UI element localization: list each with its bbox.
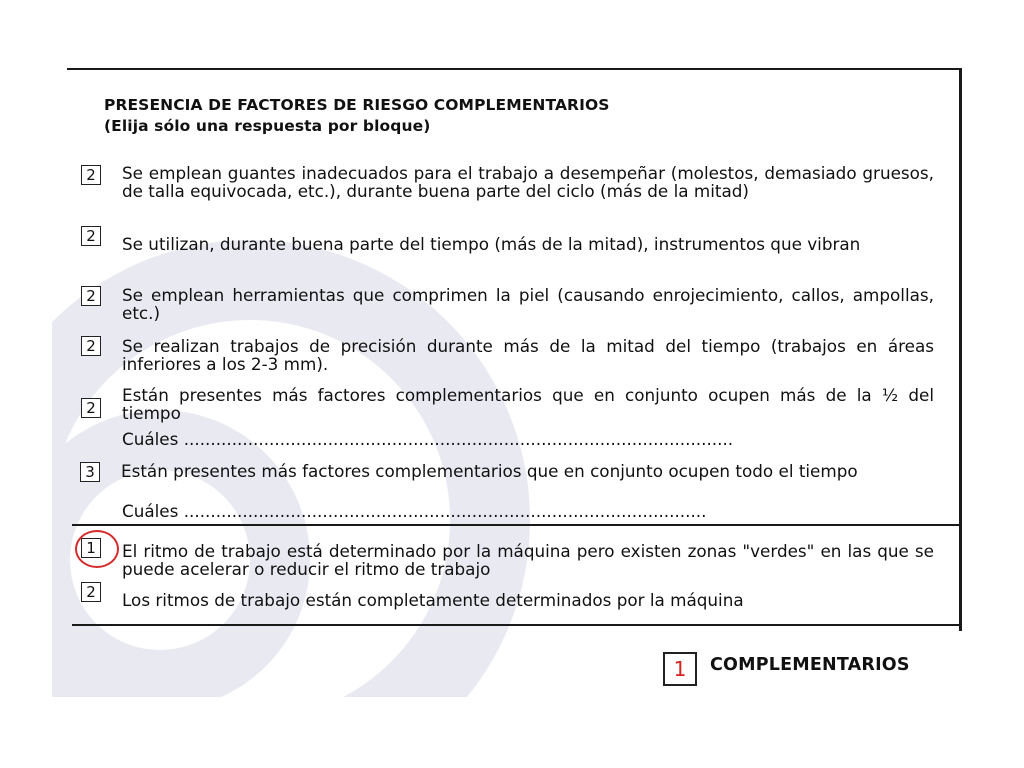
factor-item-text: Están presentes más factores complementarios que en conjunto ocupen más de la ½ del tiempo (122, 385, 934, 423)
block-divider-rule (72, 524, 962, 526)
factor-item-text: Se emplean herramientas que comprimen la piel (causando enrojecimiento, callos, ampollas, etc.) (122, 285, 934, 323)
section-title-instruction: (Elija sólo una respuesta por bloque) (104, 117, 431, 135)
bottom-rule (72, 624, 962, 626)
score-box: 2 (81, 582, 101, 602)
factor-item-text: Se realizan trabajos de precisión durante más de la mitad del tiempo (trabajos en áreas inferiores a los 2-3 mm). (122, 336, 934, 374)
score-box: 2 (81, 398, 101, 418)
result-score-box: 1 (663, 652, 697, 686)
factor-item-text: Están presentes más factores complementarios que en conjunto ocupen todo el tiempo (121, 461, 858, 481)
top-rule (67, 68, 960, 70)
factor-item-text: Se emplean guantes inadecuados para el trabajo a desempeñar (molestos, demasiado gruesos, de talla equivocada, etc.), durante buena parte del ciclo (más de la mitad) (122, 163, 934, 201)
factor-item-text: Se utilizan, durante buena parte del tiempo (más de la mitad), instrumentos que vibran (122, 234, 861, 254)
cuales-blank-line: Cuáles ....................................................................................................... (122, 430, 734, 448)
section-title (104, 95, 610, 137)
result-label: COMPLEMENTARIOS (710, 655, 910, 675)
machine-rhythm-item-text: El ritmo de trabajo está determinado por la máquina pero existen zonas "verdes" en las que se puede acelerar o reducir el ritmo de trabajo (122, 541, 934, 579)
cuales-blank-line: Cuáles .................................................................................................. (122, 502, 707, 520)
score-box: 2 (81, 286, 101, 306)
selection-circle (75, 530, 119, 568)
machine-rhythm-item-text: Los ritmos de trabajo están completamente determinados por la máquina (122, 590, 744, 610)
score-box-selected: 1 (81, 538, 101, 558)
right-rule (959, 68, 962, 631)
section-title-main: PRESENCIA DE FACTORES DE RIESGO COMPLEMENTARIOS (104, 96, 610, 114)
score-box: 2 (81, 165, 101, 185)
score-box: 2 (81, 336, 101, 356)
score-box: 2 (81, 226, 101, 246)
score-box: 3 (80, 462, 100, 482)
